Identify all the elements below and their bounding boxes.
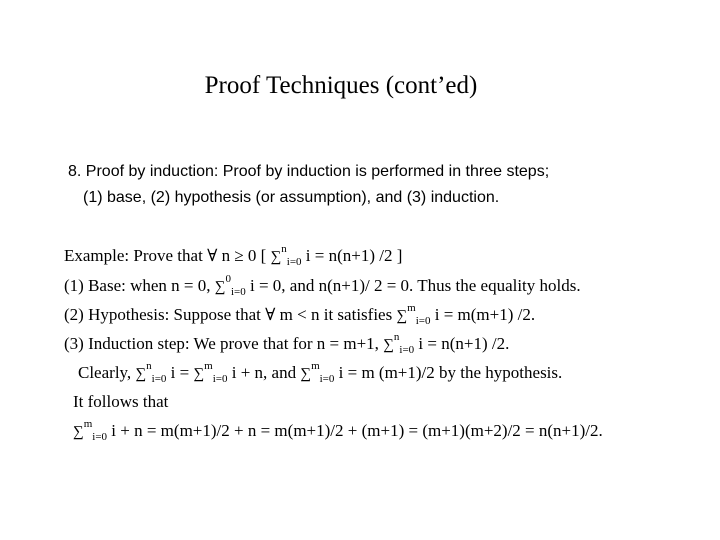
intro-line-2: (1) base, (2) hypothesis (or assumption), and (3) induction. — [83, 189, 500, 206]
summation-symbol: ∑ — [300, 366, 312, 382]
forall-symbol: ∀ — [207, 246, 218, 265]
example-prefix: Example: Prove that — [64, 246, 208, 265]
final-line — [73, 418, 603, 443]
hypothesis-suffix: i = m(m+1) /2. — [430, 305, 536, 324]
base-prefix: (1) Base: when n = 0, — [64, 276, 215, 295]
summation-upper-bound: n — [393, 331, 400, 343]
summation-lower-bound: i=0 — [286, 256, 302, 268]
hypothesis-middle: m < n it satisfies — [275, 305, 397, 324]
intro-line-1: 8. Proof by induction: Proof by induction is performed in three steps; — [68, 163, 550, 180]
summation-lower-bound: i=0 — [151, 373, 167, 385]
summation-symbol: ∑ — [193, 366, 205, 382]
summation-upper-bound: n — [281, 243, 287, 255]
summation-lower-bound: i=0 — [212, 373, 228, 385]
follows-line: It follows that — [73, 392, 169, 411]
summation-lower-bound: i=0 — [415, 315, 431, 327]
example-middle: n ≥ 0 [ — [217, 246, 271, 265]
hypothesis-prefix: (2) Hypothesis: Suppose that — [64, 305, 266, 324]
summation-symbol: ∑ — [135, 366, 147, 382]
summation-symbol: ∑ — [383, 337, 394, 353]
summation-lower-bound: i=0 — [92, 431, 108, 443]
summation-upper-bound: m — [407, 302, 416, 314]
summation-upper-bound: n — [146, 360, 152, 372]
final-suffix: i + n = m(m+1)/2 + n = m(m+1)/2 + (m+1) = (m+1)(m+2)/2 = n(n+1)/2. — [107, 421, 603, 440]
summation-symbol: ∑ — [270, 249, 282, 265]
base-line — [64, 273, 581, 298]
induction-line — [64, 331, 510, 356]
slide-title: Proof Techniques (cont’ed) — [204, 72, 478, 99]
example-line — [64, 243, 403, 268]
summation-lower-bound: i=0 — [399, 344, 415, 356]
summation-lower-bound: i=0 — [319, 373, 335, 385]
summation-upper-bound: m — [311, 360, 320, 372]
summation-symbol: ∑ — [73, 424, 84, 440]
clearly-line — [78, 360, 563, 385]
summation-symbol: ∑ — [214, 279, 226, 295]
clearly-mid-1: i = — [166, 363, 194, 382]
induction-suffix: i = n(n+1) /2. — [414, 334, 510, 353]
forall-symbol: ∀ — [265, 305, 276, 324]
summation-lower-bound: i=0 — [230, 286, 246, 298]
clearly-prefix: Clearly, — [78, 363, 136, 382]
clearly-suffix: i = m (m+1)/2 by the hypothesis. — [334, 363, 563, 382]
summation-symbol: ∑ — [396, 308, 408, 324]
summation-upper-bound: m — [204, 360, 213, 372]
summation-upper-bound: 0 — [225, 273, 231, 285]
clearly-mid-2: i + n, and — [227, 363, 301, 382]
base-suffix: i = 0, and n(n+1)/ 2 = 0. Thus the equality holds. — [245, 276, 581, 295]
hypothesis-line — [64, 302, 536, 327]
summation-upper-bound: m — [83, 418, 93, 430]
example-suffix: i = n(n+1) /2 ] — [301, 246, 403, 265]
induction-prefix: (3) Induction step: We prove that for n = m+1, — [64, 334, 384, 353]
